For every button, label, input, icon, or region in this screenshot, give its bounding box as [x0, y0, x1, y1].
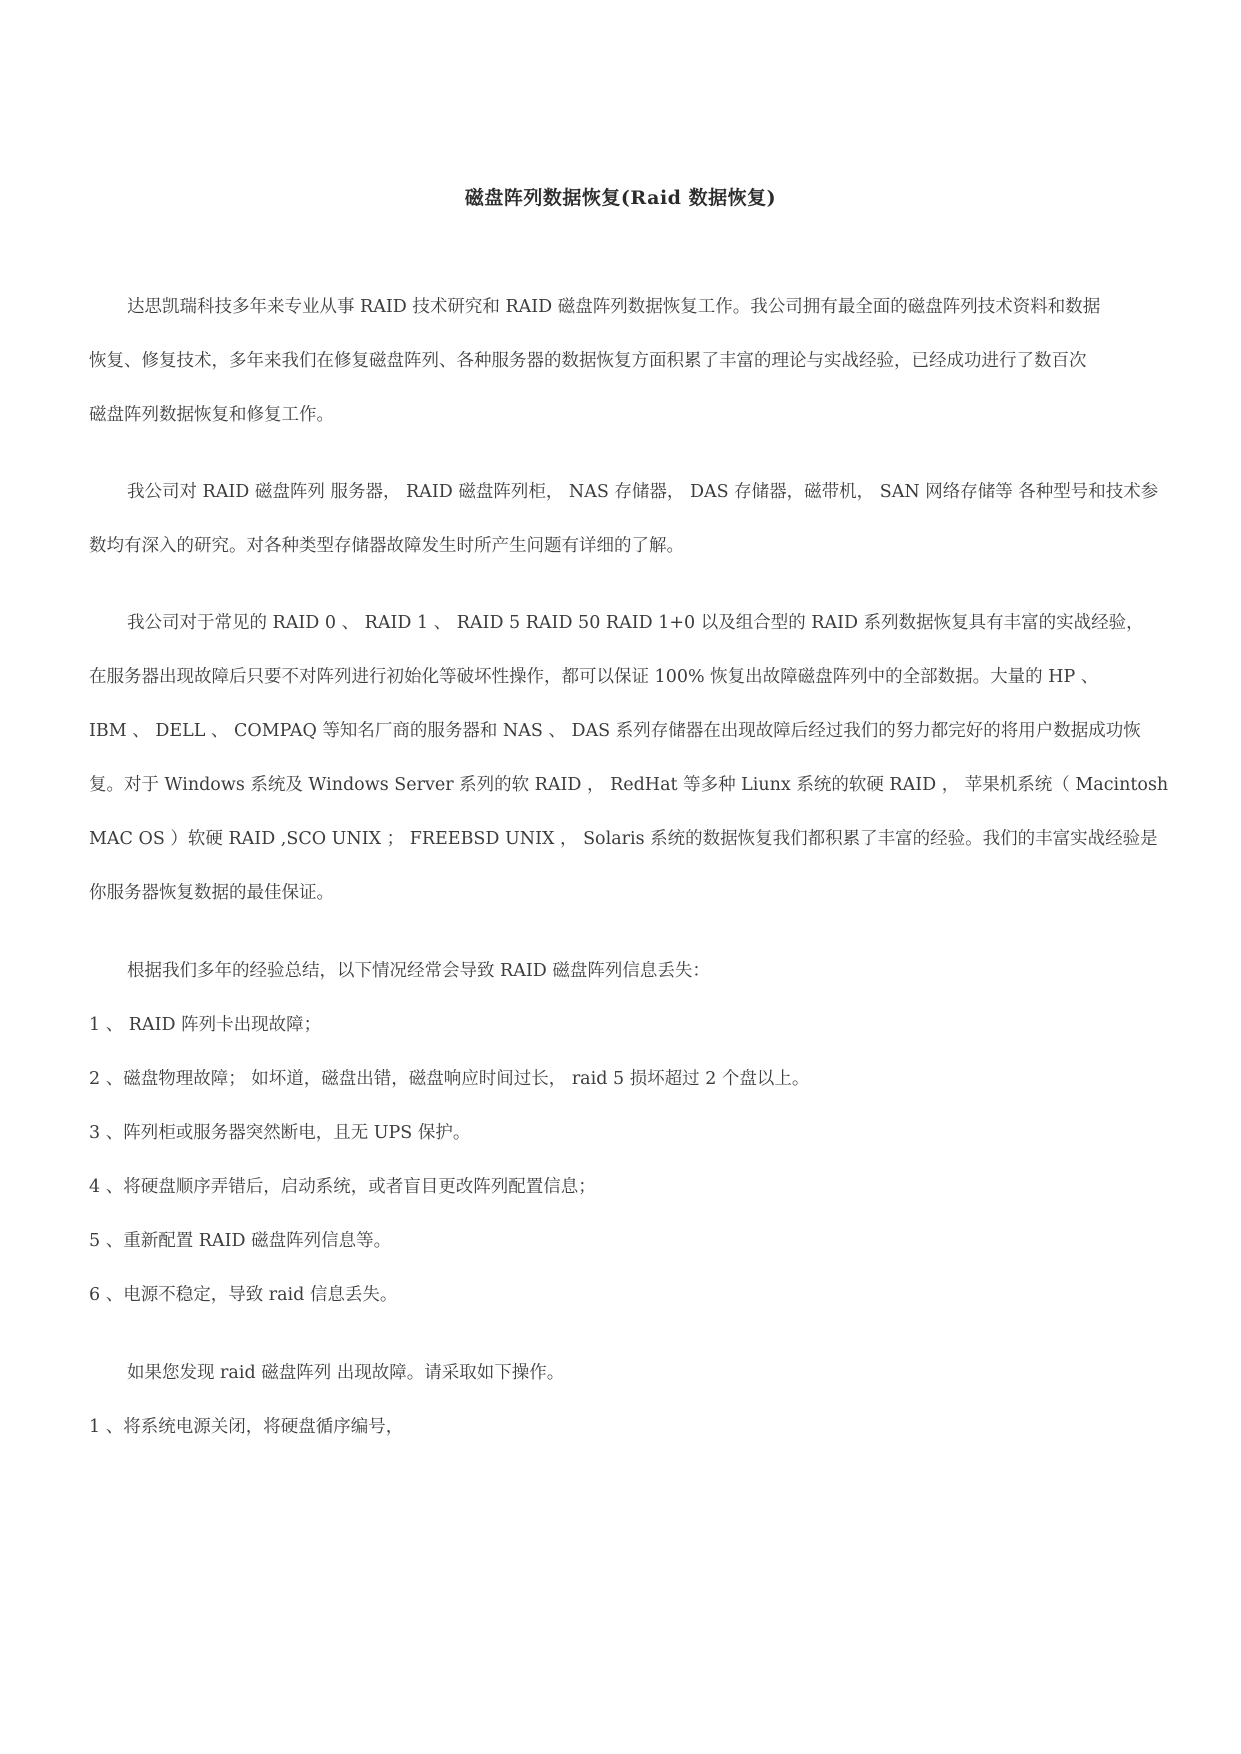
- paragraph-3-line-6: 你服务器恢复数据的最佳保证。: [89, 883, 334, 903]
- paragraph-1-line-2: 恢复、修复技术，多年来我们在修复磁盘阵列、各种服务器的数据恢复方面积累了丰富的理论与实战经验，已经成功进行了数百次: [89, 351, 1087, 371]
- paragraph-4-line-1: 根据我们多年的经验总结，以下情况经常会导致 RAID 磁盘阵列信息丢失：: [127, 961, 710, 981]
- paragraph-3-line-3: IBM 、 DELL 、 COMPAQ 等知名厂商的服务器和 NAS 、 DAS 系列存储器在出现故障后经过我们的努力都完好的将用户数据成功恢: [89, 721, 1141, 741]
- cause-item-5: 5 、重新配置 RAID 磁盘阵列信息等。: [89, 1231, 392, 1251]
- paragraph-3-line-1: 我公司对于常见的 RAID 0 、 RAID 1 、 RAID 5 RAID 50 RAID 1+0 以及组合型的 RAID 系列数据恢复具有丰富的实战经验，: [127, 613, 1144, 633]
- action-intro: 如果您发现 raid 磁盘阵列 出现故障。请采取如下操作。: [127, 1363, 565, 1383]
- cause-item-4: 4 、将硬盘顺序弄错后，启动系统，或者盲目更改阵列配置信息；: [89, 1177, 596, 1197]
- paragraph-1-line-1: 达思凯瑞科技多年来专业从事 RAID 技术研究和 RAID 磁盘阵列数据恢复工作。我公司拥有最全面的磁盘阵列技术资料和数据: [127, 297, 1101, 317]
- paragraph-2-line-2: 数均有深入的研究。对各种类型存储器故障发生时所产生问题有详细的了解。: [89, 536, 684, 556]
- cause-item-2: 2 、磁盘物理故障； 如坏道，磁盘出错，磁盘响应时间过长， raid 5 损坏超过 2 个盘以上。: [89, 1069, 810, 1089]
- cause-item-6: 6 、电源不稳定，导致 raid 信息丢失。: [89, 1285, 398, 1305]
- document-title: 磁盘阵列数据恢复(Raid 数据恢复): [464, 187, 777, 209]
- paragraph-3-line-5: MAC OS ）软硬 RAID ,SCO UNIX ； FREEBSD UNIX ， Solaris 系统的数据恢复我们都积累了丰富的经验。我们的丰富实战经验是: [89, 829, 1158, 849]
- paragraph-3-line-2: 在服务器出现故障后只要不对阵列进行初始化等破坏性操作，都可以保证 100% 恢复出故障磁盘阵列中的全部数据。大量的 HP 、: [89, 667, 1099, 687]
- paragraph-2-line-1: 我公司对 RAID 磁盘阵列 服务器， RAID 磁盘阵列柜， NAS 存储器， DAS 存储器，磁带机， SAN 网络存储等 各种型号和技术参: [127, 482, 1159, 502]
- cause-item-3: 3 、阵列柜或服务器突然断电，且无 UPS 保护。: [89, 1123, 471, 1143]
- paragraph-1-line-3: 磁盘阵列数据恢复和修复工作。: [89, 405, 334, 425]
- action-item-1: 1 、将系统电源关闭，将硬盘循序编号，: [89, 1417, 404, 1437]
- paragraph-3-line-4: 复。对于 Windows 系统及 Windows Server 系列的软 RAID ， RedHat 等多种 Liunx 系统的软硬 RAID ， 苹果机系统（ Macintosh: [89, 775, 1169, 795]
- cause-item-1: 1 、 RAID 阵列卡出现故障；: [89, 1015, 322, 1035]
